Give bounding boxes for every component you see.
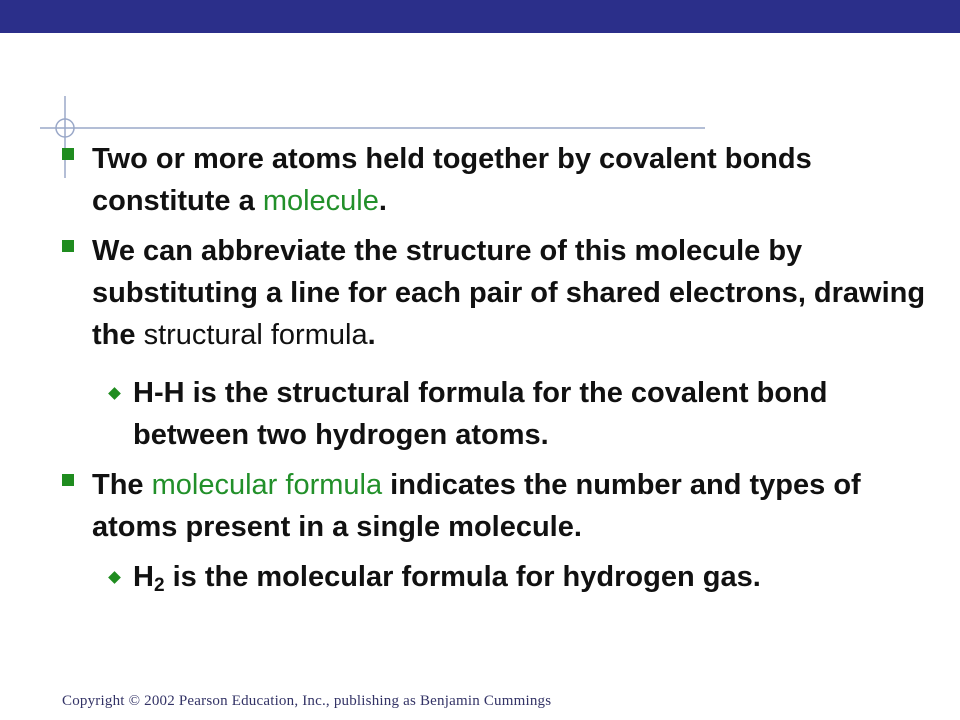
term-structural-formula: structural formula bbox=[143, 319, 368, 351]
bullet-text: The bbox=[92, 469, 152, 501]
square-bullet-icon bbox=[62, 148, 74, 160]
top-title-bar bbox=[0, 0, 960, 33]
square-bullet-icon bbox=[62, 474, 74, 486]
copyright-footer: Copyright © 2002 Pearson Education, Inc., publishing as Benjamin Cummings bbox=[62, 693, 552, 709]
bullet-punct: . bbox=[378, 185, 387, 217]
bullet-text: Two or more atoms held together by covalent bonds constitute a bbox=[92, 143, 812, 217]
slide-body bbox=[60, 138, 930, 607]
bullet-punct: . bbox=[367, 319, 376, 351]
square-bullet-icon bbox=[62, 240, 74, 252]
bullet-molecular-formula bbox=[60, 464, 930, 548]
subbullet-h2 bbox=[60, 556, 930, 607]
h-symbol: H bbox=[133, 561, 154, 593]
bullet-molecule bbox=[60, 138, 930, 222]
subbullet-text: is the molecular formula for hydrogen gas. bbox=[164, 561, 761, 593]
subbullet-text: H-H is the structural formula for the covalent bond between two hydrogen atoms. bbox=[133, 377, 828, 451]
bullet-structure bbox=[60, 230, 930, 356]
subbullet-hh bbox=[60, 372, 930, 456]
term-molecule: molecule bbox=[262, 185, 379, 217]
diamond-bullet-icon bbox=[108, 571, 121, 584]
bullet-text: We can abbreviate the structure of this molecule by substituting a line for each pair of shared electrons, drawing the bbox=[92, 235, 926, 351]
diamond-bullet-icon bbox=[108, 387, 121, 400]
bullet-text-rest: indicates the number and types of atoms present in a single molecule. bbox=[92, 469, 861, 543]
subscript-2: 2 bbox=[153, 575, 165, 596]
term-molecular-formula: molecular formula bbox=[151, 469, 383, 501]
